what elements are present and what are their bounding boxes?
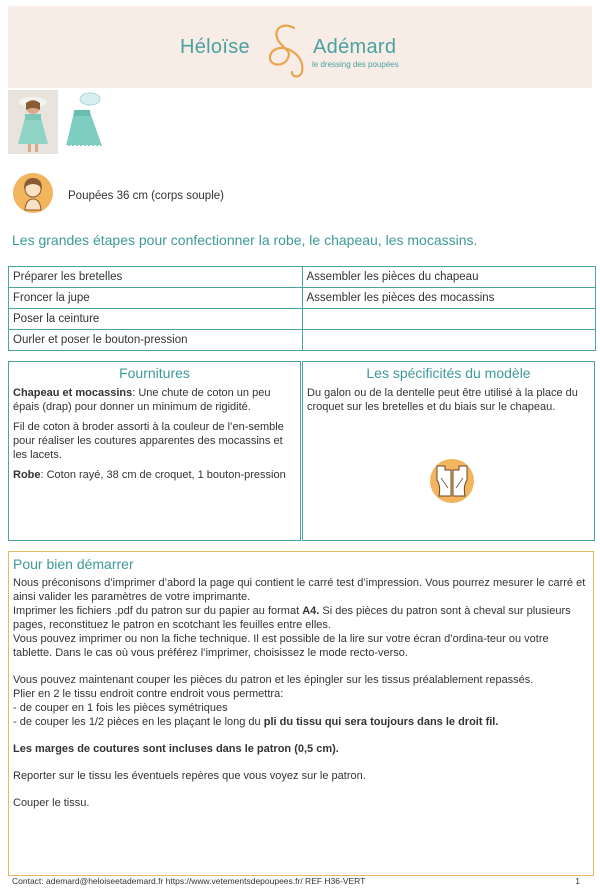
- instruction-paragraph: Nous préconisons d’imprimer d’abord la page qui contient le carré test d’impression. Vous pourrez mesurer le carré et ainsi valider les paramètres de votre imprimante.: [13, 577, 586, 603]
- instruction-paragraph: Vous pouvez imprimer ou non la fiche technique. Il est possible de la lire sur votre écran d’ordina-teur ou votre tablette. Dans le cas où vous préférez l’imprimer, choisissez le mode recto-verso.: [13, 633, 549, 659]
- doll-size-icon: [12, 172, 54, 214]
- brand-logo: [8, 6, 592, 88]
- instruction-bold: pli du tissu qui sera toujours dans le droit fil.: [263, 716, 499, 728]
- instruction-paragraph: [13, 604, 589, 632]
- fournitures-paragraph: [13, 468, 294, 482]
- info-boxes: [8, 361, 596, 541]
- steps-table: [8, 266, 596, 351]
- instruction-paragraph: Reporter sur le tissu les éventuels repères que vous voyez sur le patron.: [13, 770, 366, 782]
- getting-started-title: Pour bien démarrer: [13, 556, 134, 572]
- fournitures-text: : Une chute de coton un peu épais (drap) pour donner un minimum de rigidité.: [13, 387, 271, 413]
- fournitures-title: Fournitures: [119, 365, 190, 381]
- step-cell: Assembler les pièces des mocassins: [302, 288, 596, 309]
- fournitures-paragraph: Fil de coton à broder assorti à la couleur de l’en-semble pour réaliser les coutures apparentes des mocassins et les lacets.: [13, 421, 284, 461]
- footer-contact: Contact: ademard@heloiseetademard.fr https://www.vetementsdepoupees.fr/ REF H36-VERT: [12, 876, 366, 886]
- page-number: 1: [575, 876, 580, 886]
- table-row: [9, 267, 596, 288]
- fournitures-label: Robe: [13, 469, 41, 481]
- instruction-paragraph: [13, 715, 589, 729]
- specificites-title: Les spécificités du modèle: [366, 365, 531, 381]
- instruction-text: - de couper les 1/2 pièces en les plaçant le long du: [13, 716, 264, 728]
- step-cell: [302, 309, 596, 330]
- main-title: Les grandes étapes pour confectionner la robe, le chapeau, les mocassins.: [12, 232, 478, 248]
- fournitures-label: Chapeau et mocassins: [13, 387, 133, 399]
- instruction-paragraph: Vous pouvez maintenant couper les pièces du patron et les épingler sur les tissus préalablement repassés.: [13, 674, 534, 686]
- footer: [12, 876, 588, 886]
- instruction-text: Si des pièces du patron sont à cheval sur plusieurs pages, reconstituez le patron en scotchant les feuilles entre elles.: [13, 605, 571, 631]
- getting-started-box: [8, 551, 594, 876]
- getting-started-body: [13, 576, 589, 810]
- instruction-paragraph: Plier en 2 le tissu endroit contre endroit vous permettra:: [13, 688, 284, 700]
- specificites-box: [302, 361, 595, 541]
- instruction-paragraph: - de couper en 1 fois les pièces symétriques: [13, 702, 228, 714]
- table-row: [9, 309, 596, 330]
- step-cell: [302, 330, 596, 351]
- step-cell: Froncer la jupe: [9, 288, 303, 309]
- table-row: [9, 330, 596, 351]
- step-cell: Poser la ceinture: [9, 309, 303, 330]
- instruction-paragraph: [13, 742, 589, 756]
- instruction-text: Imprimer les fichiers .pdf du patron sur du papier au format: [13, 605, 303, 617]
- fournitures-box: [8, 361, 301, 541]
- step-cell: Préparer les bretelles: [9, 267, 303, 288]
- brand-name-left: Héloïse: [180, 36, 250, 58]
- doll-photo: [8, 90, 58, 154]
- ampersand-logo-icon: [258, 20, 314, 82]
- brand-tagline: le dressing des poupées: [312, 60, 399, 69]
- instruction-bold: Les marges de coutures sont incluses dans le patron (0,5 cm).: [13, 743, 339, 755]
- fournitures-text: : Coton rayé, 38 cm de croquet, 1 bouton-pression: [40, 469, 286, 481]
- brand-name-right: Adémard: [313, 36, 397, 58]
- step-cell: Ourler et poser le bouton-pression: [9, 330, 303, 351]
- sewing-pattern-icon: [429, 458, 475, 504]
- table-row: [9, 288, 596, 309]
- dress-hat-photo: [62, 90, 106, 154]
- step-cell: Assembler les pièces du chapeau: [302, 267, 596, 288]
- header-banner: [8, 6, 592, 88]
- fournitures-body: [9, 381, 300, 482]
- instruction-paragraph: Couper le tissu.: [13, 797, 90, 809]
- specificites-body: Du galon ou de la dentelle peut être utilisé à la place du croquet sur les bretelles et du biais sur le chapeau.: [307, 387, 578, 413]
- instruction-bold: A4.: [302, 605, 320, 617]
- doll-size-text: Poupées 36 cm (corps souple): [68, 190, 224, 202]
- fournitures-paragraph: [13, 386, 294, 414]
